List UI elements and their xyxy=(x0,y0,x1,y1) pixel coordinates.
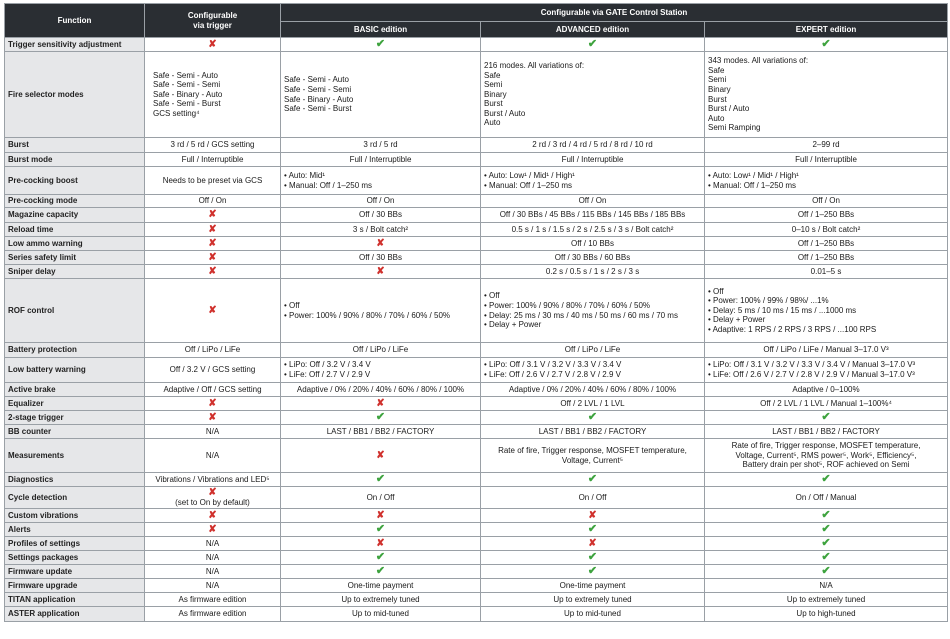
function-name: Trigger sensitivity adjustment xyxy=(5,38,145,52)
cell-expert: Up to high-tuned xyxy=(705,607,948,622)
cell-trigger: N/A xyxy=(145,579,281,593)
cell-advanced: LAST / BB1 / BB2 / FACTORY xyxy=(481,425,705,439)
cell-trigger: Off / 3.2 V / GCS setting xyxy=(145,358,281,383)
cell-trigger xyxy=(145,265,281,279)
cell-advanced xyxy=(481,411,705,425)
cell-trigger: ✘ (set to On by default) xyxy=(145,487,281,509)
function-name: Fire selector modes xyxy=(5,52,145,138)
cell-trigger: Needs to be preset via GCS xyxy=(145,167,281,195)
cell-basic xyxy=(281,38,481,52)
cross-icon: ✘ xyxy=(208,209,217,221)
cell-basic xyxy=(281,237,481,251)
cell-basic: Off / 30 BBs xyxy=(281,208,481,223)
function-name: Low ammo warning xyxy=(5,237,145,251)
cell-trigger xyxy=(145,237,281,251)
cell-advanced xyxy=(481,537,705,551)
function-name: Burst xyxy=(5,138,145,153)
cell-trigger: N/A xyxy=(145,551,281,565)
cell-trigger: N/A xyxy=(145,565,281,579)
cell-basic: One-time payment xyxy=(281,579,481,593)
cell-trigger: N/A xyxy=(145,439,281,473)
cross-icon: ✘ xyxy=(208,509,217,521)
check-icon: ✔ xyxy=(375,37,386,50)
cell-advanced xyxy=(481,473,705,487)
cross-icon: ✘ xyxy=(376,265,385,277)
table-row xyxy=(5,397,948,411)
cross-icon: ✘ xyxy=(208,265,217,277)
check-icon: ✔ xyxy=(821,564,831,577)
function-name: 2-stage trigger xyxy=(5,411,145,425)
table-row xyxy=(5,358,948,383)
cell-basic: Off / 30 BBs xyxy=(281,251,481,265)
cell-advanced: Up to mid-tuned xyxy=(481,607,705,622)
check-icon: ✔ xyxy=(587,410,598,423)
cross-icon: ✘ xyxy=(376,237,385,249)
function-name: Pre-cocking boost xyxy=(5,167,145,195)
cross-icon: ✘ xyxy=(208,223,217,235)
check-icon: ✔ xyxy=(587,37,598,50)
cell-basic: Full / Interruptible xyxy=(281,153,481,167)
feature-comparison-table xyxy=(4,3,948,622)
cross-icon: ✘ xyxy=(376,537,385,549)
cell-expert: 0–10 s / Bolt catch² xyxy=(705,223,948,237)
cell-expert xyxy=(705,38,948,52)
cell-expert: Off / 2 LVL / 1 LVL / Manual 1–100%⁴ xyxy=(705,397,948,411)
cross-icon: ✘ xyxy=(376,397,385,409)
function-name: Measurements xyxy=(5,439,145,473)
table-row xyxy=(5,551,948,565)
function-name: Settings packages xyxy=(5,551,145,565)
check-icon: ✔ xyxy=(821,508,831,521)
table-row xyxy=(5,167,948,195)
function-name: Profiles of settings xyxy=(5,537,145,551)
cell-expert: Rate of fire, Trigger response, MOSFET temperature, Voltage, Current⁵, RMS power⁵, Work⁵, Efficiency⁵, Battery drain per shot⁵, ROF achieved on Semi xyxy=(705,439,948,473)
cell-trigger: Adaptive / Off / GCS setting xyxy=(145,383,281,397)
cell-basic: Adaptive / 0% / 20% / 40% / 60% / 80% / 100% xyxy=(281,383,481,397)
check-icon: ✔ xyxy=(375,410,386,423)
table-row xyxy=(5,439,948,473)
cell-trigger: Vibrations / Vibrations and LED⁵ xyxy=(145,473,281,487)
cell-advanced xyxy=(481,38,705,52)
table-row xyxy=(5,593,948,607)
table-row xyxy=(5,579,948,593)
cell-trigger: Safe - Semi - Auto Safe - Semi - Semi Safe - Binary - Auto Safe - Semi - Burst GCS setting⁴ xyxy=(145,52,281,138)
cell-advanced: • Auto: Low¹ / Mid¹ / High¹ • Manual: Off / 1–250 ms xyxy=(481,167,705,195)
cell-advanced: 0.2 s / 0.5 s / 1 s / 2 s / 3 s xyxy=(481,265,705,279)
cell-basic: LAST / BB1 / BB2 / FACTORY xyxy=(281,425,481,439)
cell-basic: Up to extremely tuned xyxy=(281,593,481,607)
cell-advanced: Off / On xyxy=(481,195,705,208)
function-name: Reload time xyxy=(5,223,145,237)
cell-expert: Off / 1–250 BBs xyxy=(705,208,948,223)
cross-icon: ✘ xyxy=(588,537,597,549)
function-name: Custom vibrations xyxy=(5,509,145,523)
cell-basic xyxy=(281,537,481,551)
cell-basic: On / Off xyxy=(281,487,481,509)
cell-basic: 3 rd / 5 rd xyxy=(281,138,481,153)
function-name: Equalizer xyxy=(5,397,145,411)
check-icon: ✔ xyxy=(587,550,598,563)
header-expert-edition: EXPERT edition xyxy=(705,22,948,38)
cell-advanced: Rate of fire, Trigger response, MOSFET temperature, Voltage, Current⁵ xyxy=(481,439,705,473)
check-icon: ✔ xyxy=(821,37,831,50)
table-row xyxy=(5,52,948,138)
cell-trigger xyxy=(145,251,281,265)
table-row xyxy=(5,251,948,265)
cell-expert: Up to extremely tuned xyxy=(705,593,948,607)
check-icon: ✔ xyxy=(587,522,598,535)
function-name: ASTER application xyxy=(5,607,145,622)
cell-advanced xyxy=(481,509,705,523)
cell-trigger xyxy=(145,223,281,237)
cell-trigger xyxy=(145,279,281,343)
function-name: Diagnostics xyxy=(5,473,145,487)
function-name: Series safety limit xyxy=(5,251,145,265)
cell-advanced: Off / 2 LVL / 1 LVL xyxy=(481,397,705,411)
table-row xyxy=(5,279,948,343)
cell-basic: • LiPo: Off / 3.2 V / 3.4 V • LiFe: Off / 2.7 V / 2.9 V xyxy=(281,358,481,383)
cell-expert: • LiPo: Off / 3.1 V / 3.2 V / 3.3 V / 3.4 V / Manual 3–17.0 V³ • LiFe: Off / 2.6 V / 2.7 V / 2.8 V / 2.9 V / Manual 3–17.0 V³ xyxy=(705,358,948,383)
cell-basic: • Off • Power: 100% / 90% / 80% / 70% / 60% / 50% xyxy=(281,279,481,343)
cell-advanced xyxy=(481,523,705,537)
cell-basic xyxy=(281,509,481,523)
table-body xyxy=(5,38,948,622)
cell-expert: • Off • Power: 100% / 99% / 98%/ ...1% • Delay: 5 ms / 10 ms / 15 ms / ...1000 ms • Delay + Power • Adaptive: 1 RPS / 2 RPS / 3 RPS / ...100 RPS xyxy=(705,279,948,343)
cell-trigger xyxy=(145,208,281,223)
check-icon: ✔ xyxy=(821,550,831,563)
cell-expert: Off / LiPo / LiFe / Manual 3–17.0 V³ xyxy=(705,343,948,358)
table-row xyxy=(5,265,948,279)
cell-advanced xyxy=(481,565,705,579)
cross-icon: ✘ xyxy=(376,449,385,461)
table-row xyxy=(5,487,948,509)
cell-expert: Off / 1–250 BBs xyxy=(705,237,948,251)
table-row xyxy=(5,537,948,551)
cell-advanced: Adaptive / 0% / 20% / 40% / 60% / 80% / 100% xyxy=(481,383,705,397)
header-basic-edition: BASIC edition xyxy=(281,22,481,38)
cell-trigger: N/A xyxy=(145,425,281,439)
cell-basic xyxy=(281,439,481,473)
cell-basic: • Auto: Mid¹ • Manual: Off / 1–250 ms xyxy=(281,167,481,195)
function-name: Active brake xyxy=(5,383,145,397)
cell-expert xyxy=(705,537,948,551)
check-icon: ✔ xyxy=(375,522,386,535)
cell-expert: Off / 1–250 BBs xyxy=(705,251,948,265)
function-name: Pre-cocking mode xyxy=(5,195,145,208)
cell-expert: LAST / BB1 / BB2 / FACTORY xyxy=(705,425,948,439)
cell-basic xyxy=(281,265,481,279)
cell-expert xyxy=(705,473,948,487)
cross-icon: ✘ xyxy=(588,509,597,521)
cell-basic: Safe - Semi - Auto Safe - Semi - Semi Safe - Binary - Auto Safe - Semi - Burst xyxy=(281,52,481,138)
function-name: Sniper delay xyxy=(5,265,145,279)
cell-advanced: Full / Interruptible xyxy=(481,153,705,167)
cell-advanced: Off / 30 BBs / 60 BBs xyxy=(481,251,705,265)
function-name: Low battery warning xyxy=(5,358,145,383)
table-row xyxy=(5,138,948,153)
cell-expert: • Auto: Low¹ / Mid¹ / High¹ • Manual: Off / 1–250 ms xyxy=(705,167,948,195)
cell-trigger xyxy=(145,411,281,425)
table-row xyxy=(5,565,948,579)
function-name: Cycle detection xyxy=(5,487,145,509)
table-row xyxy=(5,237,948,251)
function-name: Burst mode xyxy=(5,153,145,167)
check-icon: ✔ xyxy=(587,564,598,577)
header-gate-control-station: Configurable via GATE Control Station xyxy=(281,4,948,22)
function-name: BB counter xyxy=(5,425,145,439)
check-icon: ✔ xyxy=(821,472,831,485)
cell-advanced: 216 modes. All variations of: Safe Semi Binary Burst Burst / Auto Auto xyxy=(481,52,705,138)
table-row xyxy=(5,195,948,208)
check-icon: ✔ xyxy=(821,536,831,549)
cell-trigger: 3 rd / 5 rd / GCS setting xyxy=(145,138,281,153)
function-name: ROF control xyxy=(5,279,145,343)
cell-basic xyxy=(281,397,481,411)
cell-basic xyxy=(281,551,481,565)
cell-expert xyxy=(705,551,948,565)
cell-expert: Full / Interruptible xyxy=(705,153,948,167)
cross-icon: ✘ xyxy=(208,486,217,498)
cell-basic xyxy=(281,473,481,487)
cell-trigger: As firmware edition xyxy=(145,593,281,607)
cell-advanced: • LiPo: Off / 3.1 V / 3.2 V / 3.3 V / 3.4 V • LiFe: Off / 2.6 V / 2.7 V / 2.8 V / 2.9 V xyxy=(481,358,705,383)
cell-advanced: On / Off xyxy=(481,487,705,509)
function-name: Alerts xyxy=(5,523,145,537)
function-name: TITAN application xyxy=(5,593,145,607)
table-row xyxy=(5,509,948,523)
check-icon: ✔ xyxy=(375,550,386,563)
cell-basic xyxy=(281,411,481,425)
cell-trigger xyxy=(145,509,281,523)
function-name: Battery protection xyxy=(5,343,145,358)
cell-basic: 3 s / Bolt catch² xyxy=(281,223,481,237)
check-icon: ✔ xyxy=(587,472,598,485)
cell-trigger: Full / Interruptible xyxy=(145,153,281,167)
cell-advanced: Off / 30 BBs / 45 BBs / 115 BBs / 145 BBs / 185 BBs xyxy=(481,208,705,223)
cell-basic: Up to mid-tuned xyxy=(281,607,481,622)
cross-icon: ✘ xyxy=(208,411,217,423)
table-row xyxy=(5,607,948,622)
cell-basic: Off / On xyxy=(281,195,481,208)
table-row xyxy=(5,473,948,487)
cross-icon: ✘ xyxy=(208,237,217,249)
table-row xyxy=(5,153,948,167)
table-row xyxy=(5,425,948,439)
check-icon: ✔ xyxy=(375,472,386,485)
table-row xyxy=(5,383,948,397)
function-name: Firmware update xyxy=(5,565,145,579)
cell-advanced: 2 rd / 3 rd / 4 rd / 5 rd / 8 rd / 10 rd xyxy=(481,138,705,153)
cell-expert: Off / On xyxy=(705,195,948,208)
table-row xyxy=(5,38,948,52)
table-row xyxy=(5,208,948,223)
table-row xyxy=(5,343,948,358)
table-row xyxy=(5,523,948,537)
cell-expert: On / Off / Manual xyxy=(705,487,948,509)
cell-expert: 0.01–5 s xyxy=(705,265,948,279)
cross-icon: ✘ xyxy=(376,509,385,521)
table-row xyxy=(5,223,948,237)
cell-advanced xyxy=(481,551,705,565)
function-name: Firmware upgrade xyxy=(5,579,145,593)
cell-trigger xyxy=(145,38,281,52)
cell-expert: N/A xyxy=(705,579,948,593)
table-row xyxy=(5,411,948,425)
cell-advanced: 0.5 s / 1 s / 1.5 s / 2 s / 2.5 s / 3 s / Bolt catch² xyxy=(481,223,705,237)
cell-trigger: As firmware edition xyxy=(145,607,281,622)
cell-advanced: Off / 10 BBs xyxy=(481,237,705,251)
cell-expert xyxy=(705,523,948,537)
check-icon: ✔ xyxy=(821,522,831,535)
header-function: Function xyxy=(5,4,145,38)
cell-trigger: Off / LiPo / LiFe xyxy=(145,343,281,358)
cell-basic xyxy=(281,523,481,537)
cell-expert xyxy=(705,509,948,523)
check-icon: ✔ xyxy=(375,564,386,577)
cell-expert: Adaptive / 0–100% xyxy=(705,383,948,397)
cell-basic xyxy=(281,565,481,579)
cell-expert: 343 modes. All variations of: Safe Semi Binary Burst Burst / Auto Auto Semi Ramping xyxy=(705,52,948,138)
cell-trigger xyxy=(145,523,281,537)
check-icon: ✔ xyxy=(821,410,831,423)
function-name: Magazine capacity xyxy=(5,208,145,223)
cross-icon: ✘ xyxy=(208,38,217,50)
cell-expert xyxy=(705,565,948,579)
cell-advanced: Off / LiPo / LiFe xyxy=(481,343,705,358)
cross-icon: ✘ xyxy=(208,397,217,409)
cross-icon: ✘ xyxy=(208,523,217,535)
cross-icon: ✘ xyxy=(208,251,217,263)
cell-expert: 2–99 rd xyxy=(705,138,948,153)
cell-advanced: Up to extremely tuned xyxy=(481,593,705,607)
cell-advanced: One-time payment xyxy=(481,579,705,593)
cell-trigger: Off / On xyxy=(145,195,281,208)
header-advanced-edition: ADVANCED edition xyxy=(481,22,705,38)
cell-trigger xyxy=(145,397,281,411)
cross-icon: ✘ xyxy=(208,304,217,316)
header-configurable-via-trigger: Configurable via trigger xyxy=(145,4,281,38)
cell-expert xyxy=(705,411,948,425)
cell-trigger: N/A xyxy=(145,537,281,551)
cell-advanced: • Off • Power: 100% / 90% / 80% / 70% / 60% / 50% • Delay: 25 ms / 30 ms / 40 ms / 50 ms / 60 ms / 70 ms • Delay + Power xyxy=(481,279,705,343)
cell-basic: Off / LiPo / LiFe xyxy=(281,343,481,358)
